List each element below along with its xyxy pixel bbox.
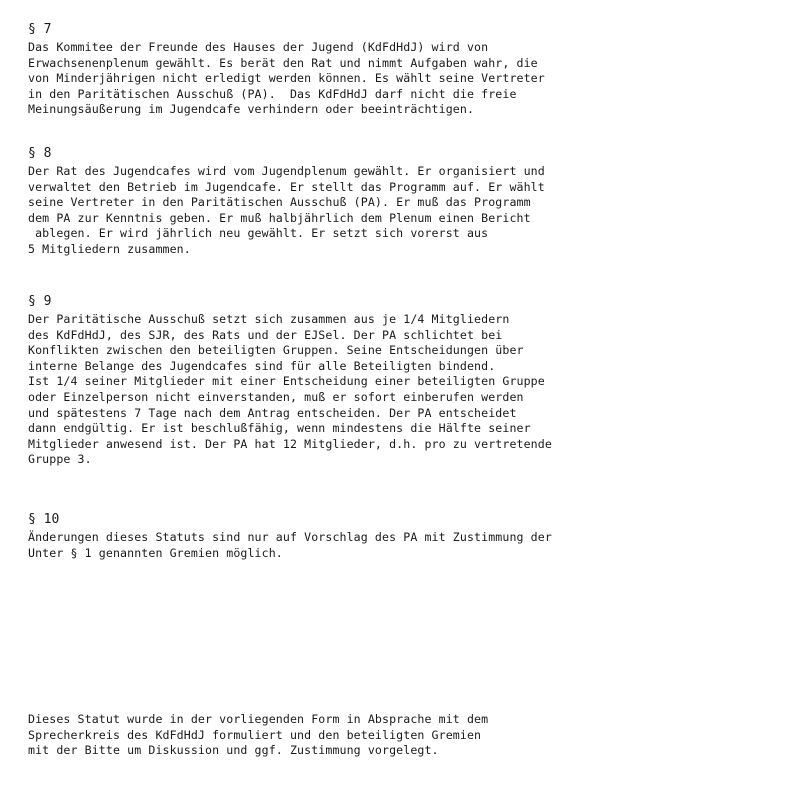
text-line: Dieses Statut wurde in der vorliegenden Form in Absprache mit dem [28, 712, 489, 726]
text-line: Konflikten zwischen den beteiligten Gruppen. Seine Entscheidungen über [28, 343, 524, 358]
section-9 [28, 294, 768, 468]
text-line: Unter § 1 genannten Gremien möglich. [28, 545, 283, 560]
text-line: Gruppe 3. [28, 452, 92, 467]
text-line: ablegen. Er wird jährlich neu gewählt. Er setzt sich vorerst aus [28, 226, 489, 241]
text-line: dem PA zur Kenntnis geben. Er muß halbjährlich dem Plenum einen Bericht [28, 210, 531, 225]
section-heading: § 9 [28, 294, 52, 309]
text-line: mit der Bitte um Diskussion und ggf. Zustimmung vorgelegt. [28, 743, 439, 758]
text-line: Sprecherkreis des KdFdHdJ formuliert und den beteiligten Gremien [28, 727, 482, 742]
closing-note [28, 712, 768, 759]
text-line: Mitglieder anwesend ist. Der PA hat 12 Mitglieder, d.h. pro zu vertretende [28, 436, 552, 451]
section-7 [28, 22, 768, 118]
text-line: seine Vertreter in den Paritätischen Ausschuß (PA). Er muß das Programm [28, 195, 531, 210]
section-heading: § 7 [28, 22, 52, 37]
section-heading: § 8 [28, 146, 52, 161]
section-heading: § 10 [28, 512, 60, 527]
text-line: dann endgültig. Er ist beschlußfähig, wenn mindestens die Hälfte seiner [28, 421, 531, 436]
section-8 [28, 146, 768, 258]
text-line: Erwachsenenplenum gewählt. Es berät den Rat und nimmt Aufgaben wahr, die [28, 55, 538, 70]
text-line: Der Rat des Jugendcafes wird vom Jugendplenum gewählt. Er organisiert und [28, 164, 545, 178]
text-line: Der Paritätische Ausschuß setzt sich zusammen aus je 1/4 Mitgliedern [28, 312, 510, 326]
text-line: 5 Mitgliedern zusammen. [28, 241, 191, 256]
text-line: interne Belange des Jugendcafes sind für alle Beteiligten bindend. [28, 358, 496, 373]
text-line: Meinungsäußerung im Jugendcafe verhindern oder beeinträchtigen. [28, 102, 475, 117]
text-line: Ist 1/4 seiner Mitglieder mit einer Entscheidung einer beteiligten Gruppe [28, 374, 545, 389]
text-line: oder Einzelperson nicht einverstanden, muß er sofort einberufen werden [28, 389, 524, 404]
text-line: in den Paritätischen Ausschuß (PA). Das KdFdHdJ darf nicht die freie [28, 86, 517, 101]
text-line: von Minderjährigen nicht erledigt werden können. Es wählt seine Vertreter [28, 71, 545, 86]
text-line: verwaltet den Betrieb im Jugendcafe. Er stellt das Programm auf. Er wählt [28, 179, 545, 194]
section-10 [28, 512, 768, 561]
text-line: Das Kommitee der Freunde des Hauses der Jugend (KdFdHdJ) wird von [28, 40, 489, 54]
text-line: Änderungen dieses Statuts sind nur auf Vorschlag des PA mit Zustimmung der [28, 530, 552, 544]
text-line: und spätestens 7 Tage nach dem Antrag entscheiden. Der PA entscheidet [28, 405, 517, 420]
text-line: des KdFdHdJ, des SJR, des Rats und der EJSel. Der PA schlichtet bei [28, 327, 503, 342]
